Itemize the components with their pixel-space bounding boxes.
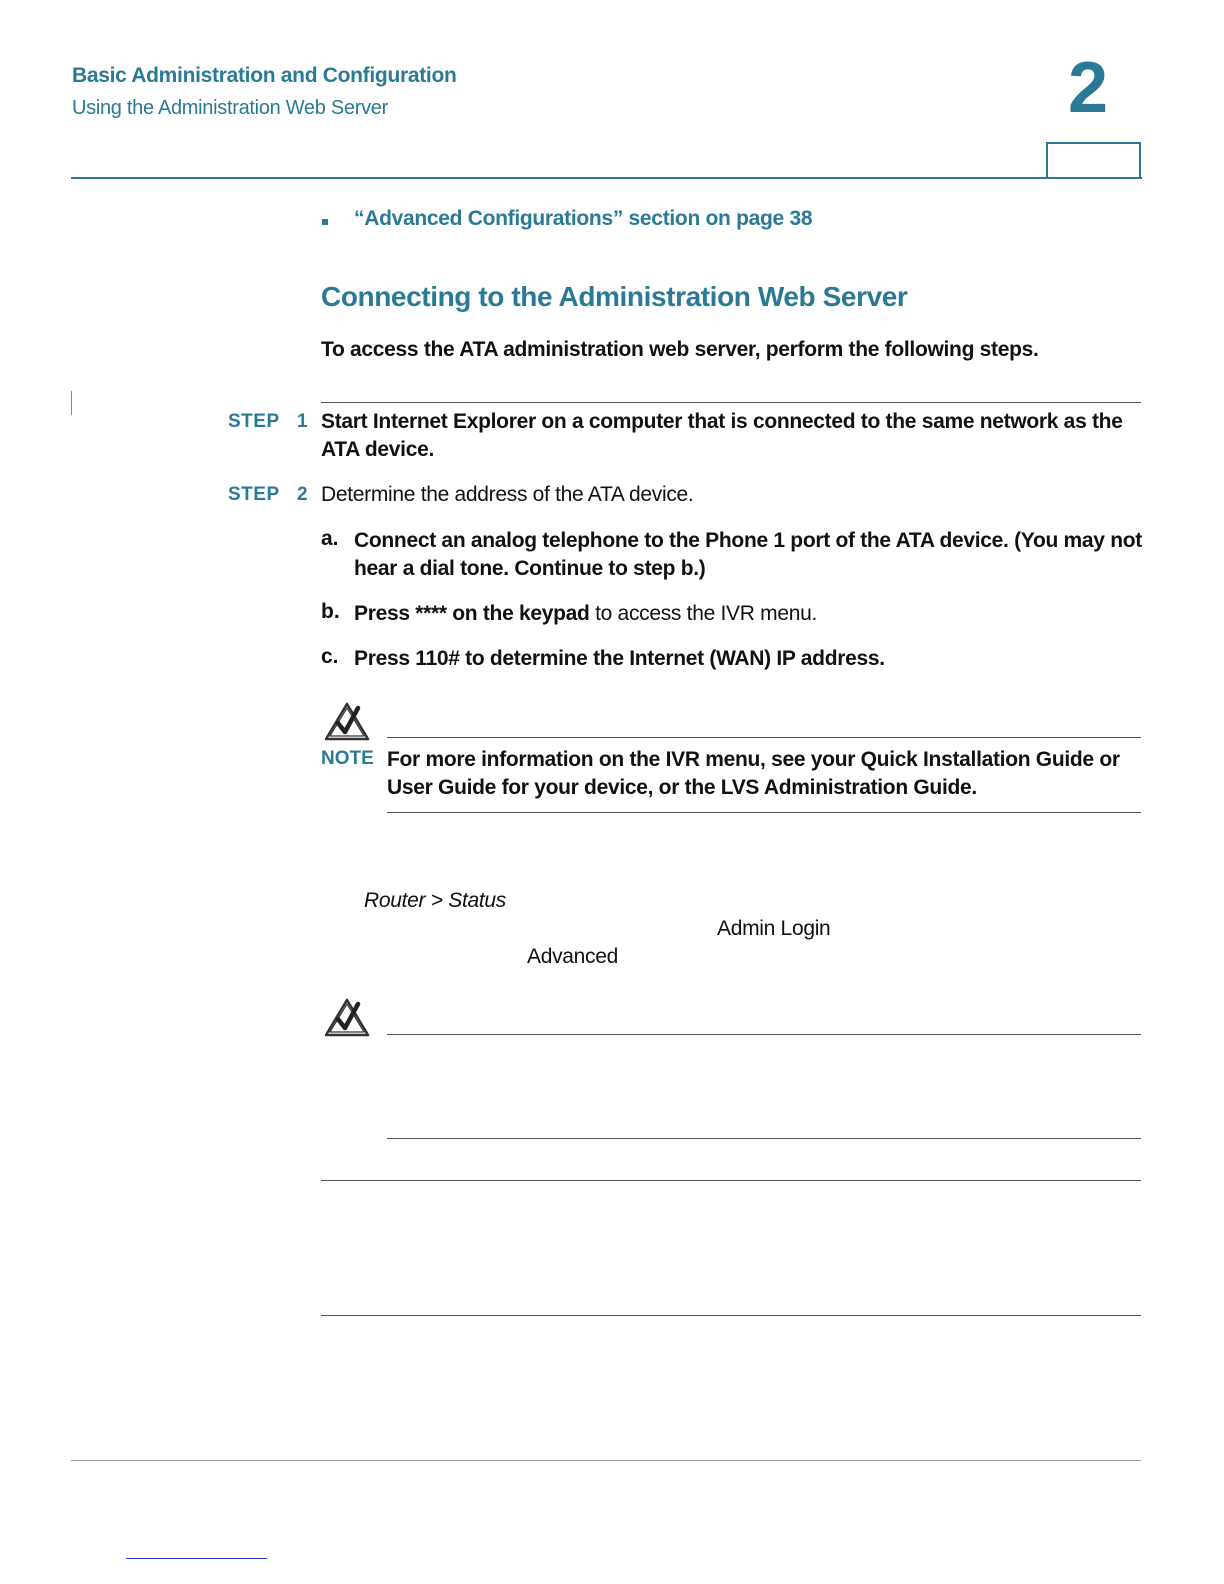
block-end-rule	[321, 1315, 1141, 1316]
step-2-label: STEP 2	[228, 484, 309, 505]
substep-b-bold: Press **** on the keypad	[354, 602, 590, 625]
footer-rule	[71, 1460, 1141, 1461]
substep-b-text	[354, 600, 1144, 628]
substep-c-letter: c.	[321, 645, 339, 668]
steps-end-rule	[321, 1180, 1141, 1181]
substep-a-letter: a.	[321, 527, 339, 550]
admin-login-label: Admin Login	[717, 917, 831, 940]
step-1-text: Start Internet Explorer on a computer that is connected to the same network as the ATA device.	[321, 410, 1123, 461]
section-title: Connecting to the Administration Web Server	[321, 281, 908, 312]
checkmark-triangle-icon	[324, 702, 370, 742]
note-bottom-rule	[387, 812, 1141, 813]
substep-b-letter: b.	[321, 600, 340, 623]
chapter-subtitle: Using the Administration Web Server	[72, 97, 388, 119]
substep-c-text: Press 110# to determine the Internet (WAN) IP address.	[354, 647, 885, 670]
substep-b-rest: to access the IVR menu.	[589, 602, 817, 625]
step-1-label: STEP 1	[228, 411, 309, 432]
note-label: NOTE	[321, 748, 374, 769]
steps-top-rule	[321, 402, 1141, 403]
checkmark-triangle-icon	[324, 998, 370, 1038]
substep-a-text: Connect an analog telephone to the Phone 1 port of the ATA device. (You may not hear a dial tone. Continue to step b.)	[354, 529, 1142, 580]
note-2-bottom-rule	[387, 1138, 1141, 1139]
chapter-tab-box	[1046, 142, 1141, 177]
advanced-configurations-link[interactable]: “Advanced Configurations” section on page 38	[354, 207, 813, 230]
router-status-path: Router > Status	[364, 889, 506, 912]
footer-link-underline[interactable]	[126, 1558, 267, 1559]
note-text: For more information on the IVR menu, see your Quick Installation Guide or User Guide for your device, or the LVS Administration Guide.	[387, 748, 1120, 799]
bullet-marker	[322, 219, 328, 225]
advanced-label: Advanced	[527, 945, 619, 968]
change-bar	[71, 391, 72, 415]
section-intro: To access the ATA administration web server, perform the following steps.	[321, 338, 1039, 361]
note-top-rule	[387, 737, 1141, 738]
note-2-top-rule	[387, 1034, 1141, 1035]
chapter-title: Basic Administration and Configuration	[72, 64, 457, 87]
step-2-text: Determine the address of the ATA device.	[321, 483, 694, 506]
chapter-number: 2	[1068, 48, 1109, 128]
header-rule	[71, 177, 1142, 179]
